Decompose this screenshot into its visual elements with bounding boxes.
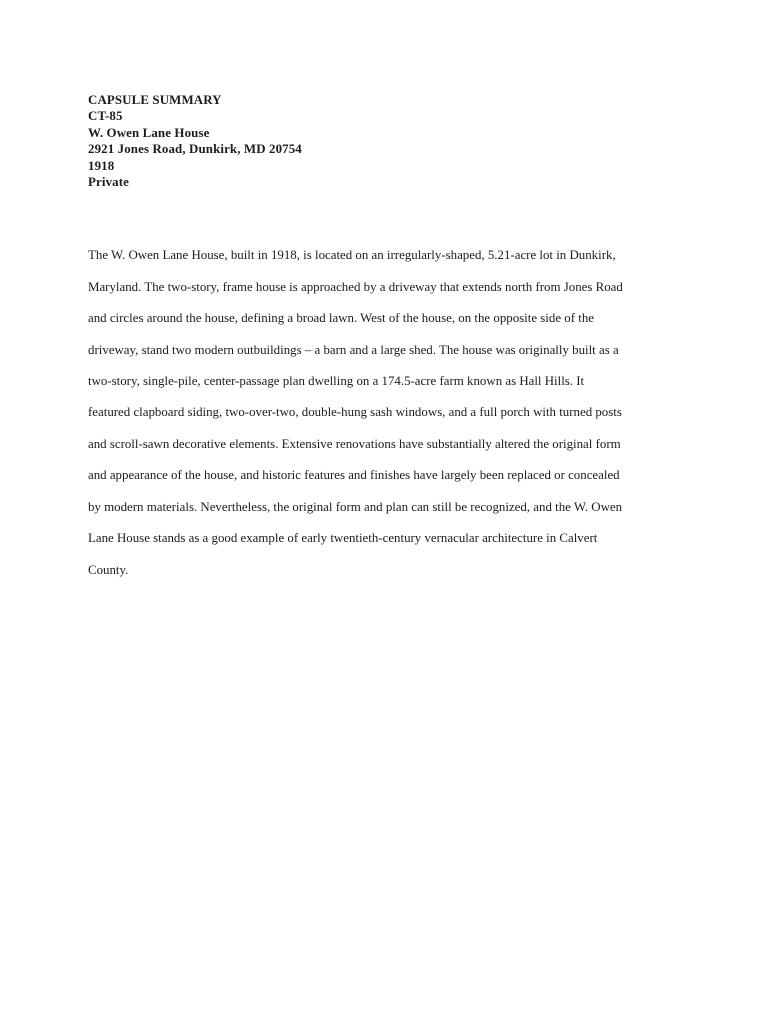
summary-paragraph [88,240,670,585]
header-line-property-name: W. Owen Lane House [88,125,210,140]
body-line: and circles around the house, defining a broad lawn. West of the house, on the opposite side of the [88,311,594,326]
body-line: The W. Owen Lane House, built in 1918, is located on an irregularly-shaped, 5.21-acre lot in Dunkirk, [88,248,616,263]
body-line: Maryland. The two-story, frame house is approached by a driveway that extends north from Jones Road [88,279,623,294]
header-line-access: Private [88,175,129,190]
body-line: two-story, single-pile, center-passage plan dwelling on a 174.5-acre farm known as Hall Hills. It [88,374,585,389]
body-line: driveway, stand two modern outbuildings – a barn and a large shed. The house was originally built as a [88,342,619,357]
header-line-title: CAPSULE SUMMARY [88,93,222,107]
body-line: County. [88,562,129,577]
page-content [88,92,670,586]
header-line-survey-number: CT-85 [88,109,123,124]
body-line: by modern materials. Nevertheless, the original form and plan can still be recognized, and the W. Owen [88,499,623,514]
body-line: Lane House stands as a good example of early twentieth-century vernacular architecture in Calvert [88,531,598,546]
header-line-address: 2921 Jones Road, Dunkirk, MD 20754 [88,142,302,157]
body-line: and appearance of the house, and historic features and finishes have largely been replaced or concealed [88,468,620,483]
header-line-date: 1918 [88,158,115,173]
body-line: featured clapboard siding, two-over-two, double-hung sash windows, and a full porch with turned posts [88,405,622,420]
capsule-summary-header [88,92,670,190]
body-line: and scroll-sawn decorative elements. Extensive renovations have substantially altered the original form [88,436,621,451]
